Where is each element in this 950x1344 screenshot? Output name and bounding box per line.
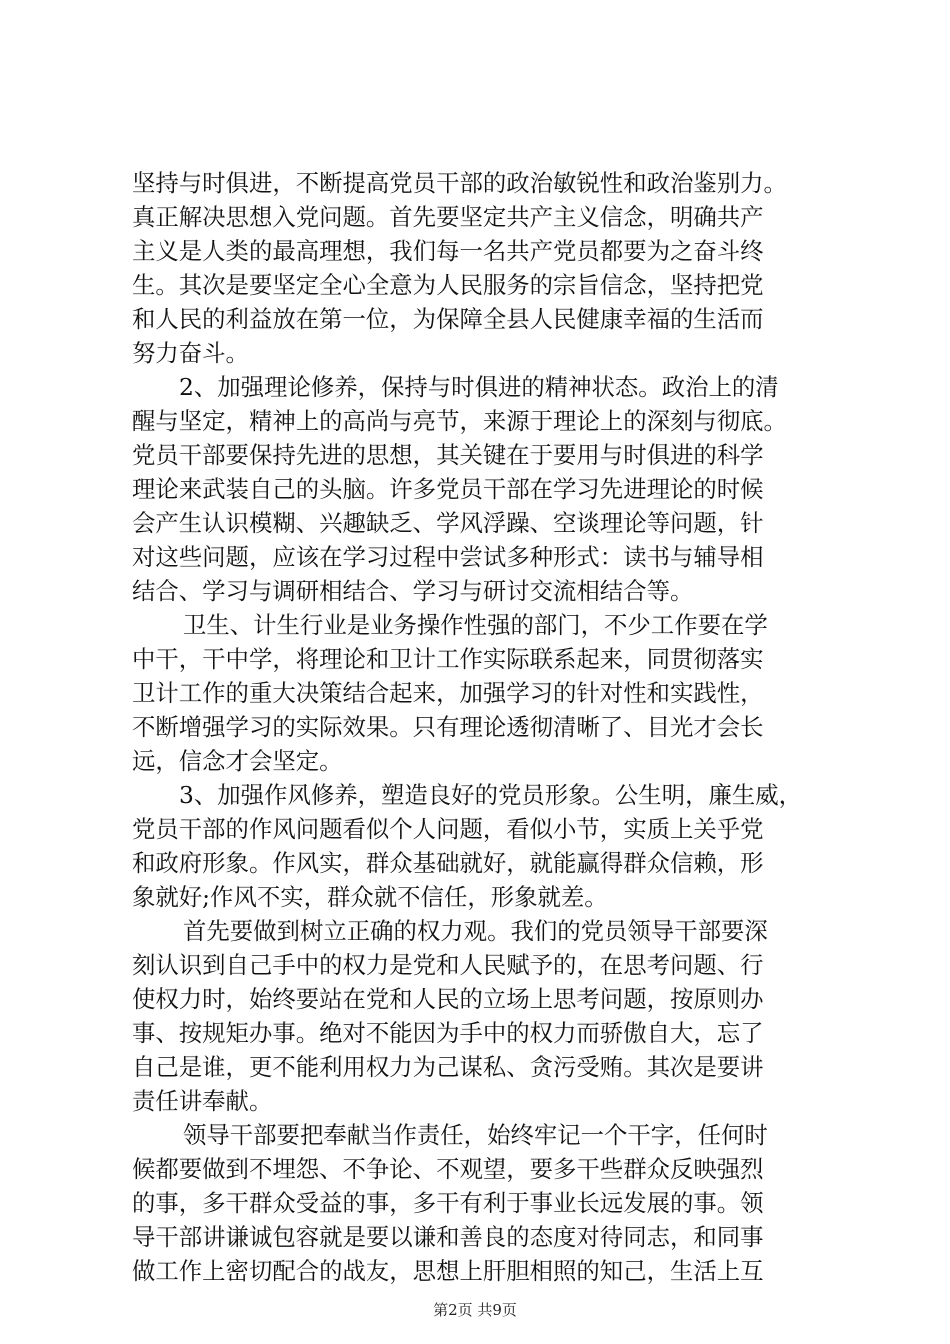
body-line: 事、按规矩办事。绝对不能因为手中的权力而骄傲自大，忘了 [132,1019,764,1047]
body-line: 党员干部的作风问题看似个人问题，看似小节，实质上关乎党 [132,815,764,843]
body-line: 刻认识到自己手中的权力是党和人民赋予的，在思考问题、行 [132,951,764,979]
body-line: 结合、学习与调研相结合、学习与研讨交流相结合等。 [132,577,694,605]
body-line: 候都要做到不埋怨、不争论、不观望，要多干些群众反映强烈 [132,1155,764,1183]
paragraph-start: 卫生、计生行业是业务操作性强的部门，不少工作要在学 [183,611,768,639]
body-line: 和政府形象。作风实，群众基础就好，就能赢得群众信赖，形 [132,849,764,877]
section-heading-3: 3、加强作风修养，塑造良好的党员形象。公生明，廉生威， [179,781,803,809]
body-line: 使权力时，始终要站在党和人民的立场上思考问题，按原则办 [132,985,764,1013]
body-line: 理论来武装自己的头脑。许多党员干部在学习先进理论的时候 [132,475,764,503]
body-line: 会产生认识模糊、兴趣缺乏、学风浮躁、空谈理论等问题，针 [132,509,764,537]
body-line: 和人民的利益放在第一位，为保障全县人民健康幸福的生活而 [132,305,764,333]
body-line: 导干部讲谦诚包容就是要以谦和善良的态度对待同志，和同事 [132,1223,764,1251]
body-line: 不断增强学习的实际效果。只有理论透彻清晰了、目光才会长 [132,713,764,741]
body-line: 努力奋斗。 [132,339,249,367]
page-number-footer: 第2页 共9页 [433,1301,517,1319]
body-line: 醒与坚定，精神上的高尚与亮节，来源于理论上的深刻与彻底。 [132,407,787,435]
body-line: 责任讲奉献。 [132,1087,273,1115]
body-line: 做工作上密切配合的战友，思想上肝胆相照的知己，生活上互 [132,1257,764,1285]
body-line: 自己是谁，更不能利用权力为己谋私、贪污受贿。其次是要讲 [132,1053,764,1081]
body-line: 的事，多干群众受益的事，多干有利于事业长远发展的事。领 [132,1189,764,1217]
paragraph-start: 首先要做到树立正确的权力观。我们的党员领导干部要深 [183,917,768,945]
body-line: 中干，干中学，将理论和卫计工作实际联系起来，同贯彻落实 [132,645,764,673]
body-line: 象就好;作风不实，群众就不信任，形象就差。 [132,883,608,911]
body-line: 党员干部要保持先进的思想，其关键在于要用与时俱进的科学 [132,441,764,469]
body-line: 远，信念才会坚定。 [132,747,343,775]
body-line: 生。其次是要坚定全心全意为人民服务的宗旨信念，坚持把党 [132,271,764,299]
body-line: 对这些问题，应该在学习过程中尝试多种形式：读书与辅导相 [132,543,764,571]
body-line: 坚持与时俱进，不断提高党员干部的政治敏锐性和政治鉴别力。 [132,169,787,197]
document-body [132,166,832,1288]
body-line: 卫计工作的重大决策结合起来，加强学习的针对性和实践性， [132,679,764,707]
body-line: 真正解决思想入党问题。首先要坚定共产主义信念，明确共产 [132,203,764,231]
paragraph-start: 领导干部要把奉献当作责任，始终牢记一个干字，任何时 [183,1121,768,1149]
body-line: 主义是人类的最高理想，我们每一名共产党员都要为之奋斗终 [132,237,764,265]
section-heading-2: 2、加强理论修养，保持与时俱进的精神状态。政治上的清 [179,373,779,401]
